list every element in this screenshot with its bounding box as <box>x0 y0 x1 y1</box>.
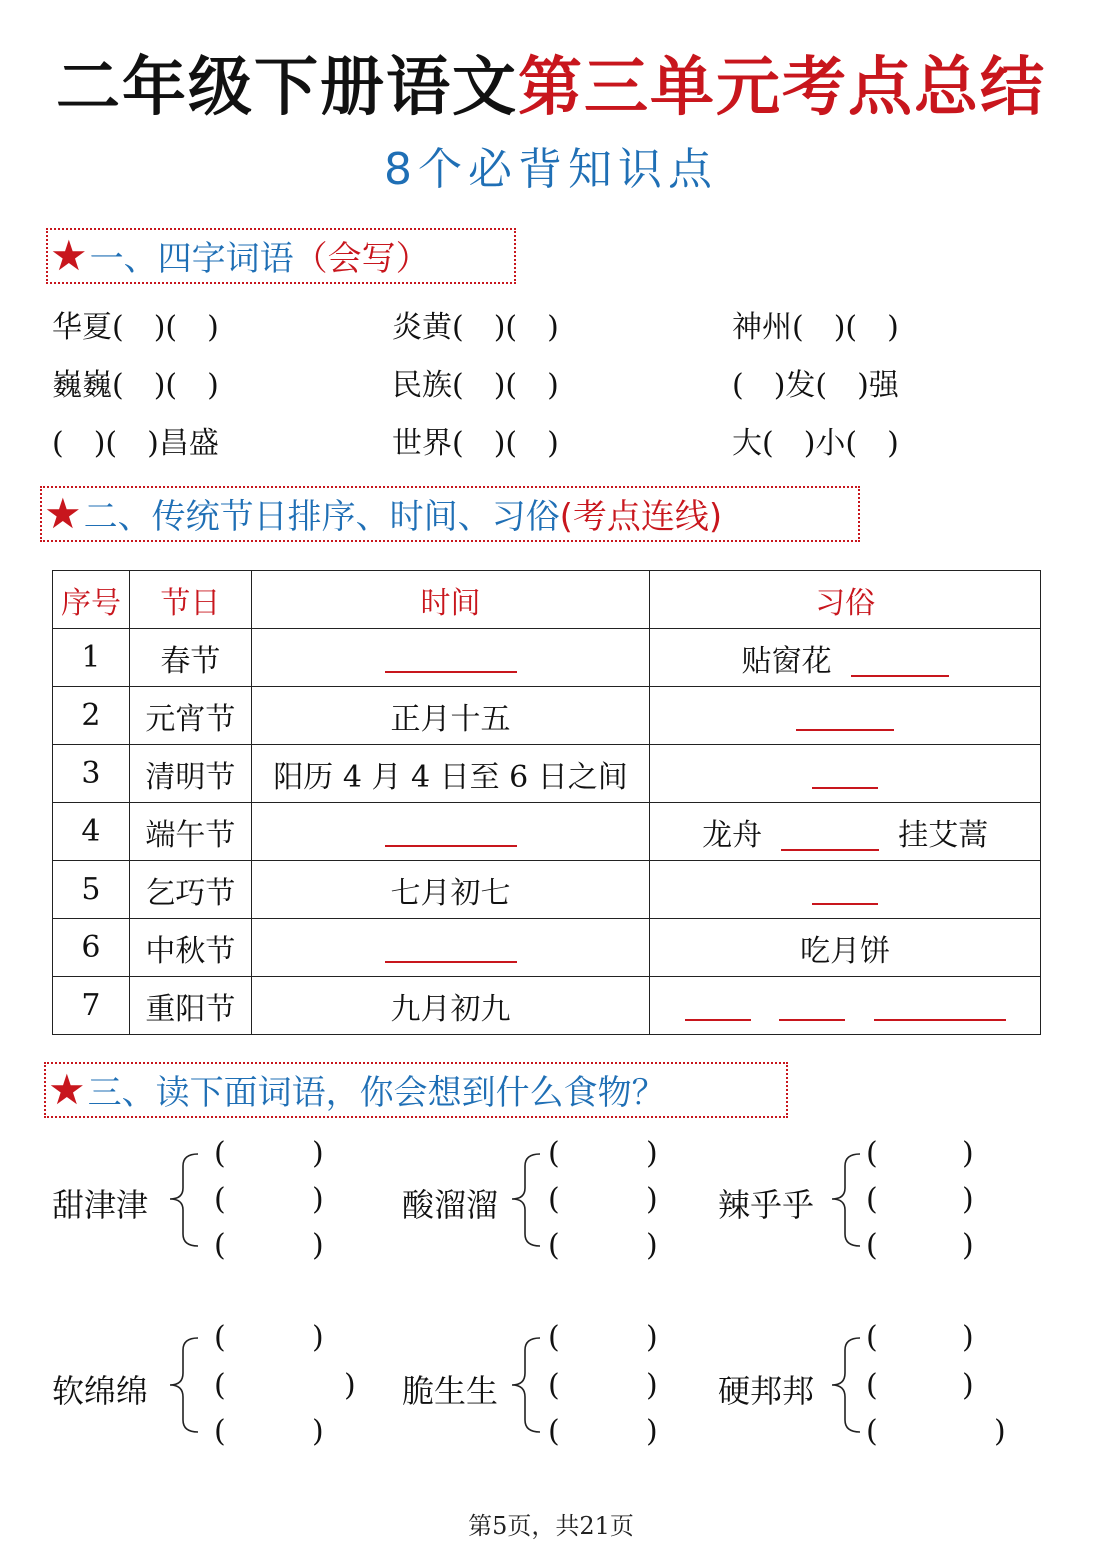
paren-open: ( <box>548 1136 560 1171</box>
brace-icon <box>170 1154 198 1246</box>
paren-open: ( <box>214 1182 226 1217</box>
paren-close: ) <box>962 1368 974 1403</box>
row-festival: 中秋节 <box>129 919 251 977</box>
custom-text: 挂艾蒿 <box>898 817 989 853</box>
page-footer: 第5页，共21页 <box>468 1512 634 1540</box>
brace-icon <box>832 1338 860 1432</box>
row-number: 6 <box>53 919 130 977</box>
paren-close: ) <box>646 1368 658 1403</box>
section-1-title: 一、四字词语 <box>89 239 294 279</box>
section-3-title: 三、读下面词语，你会想到什么食物？ <box>87 1073 666 1113</box>
star-icon: ★ <box>44 489 82 538</box>
custom-text: 贴窗花 <box>741 643 832 679</box>
word-item: 世界( )( ) <box>392 426 559 461</box>
row-number: 3 <box>53 745 130 803</box>
paren-close: ) <box>646 1320 658 1355</box>
star-icon: ★ <box>50 231 88 280</box>
word-item: ( )发( )强 <box>732 368 899 403</box>
paren-open: ( <box>214 1136 226 1171</box>
row-festival: 清明节 <box>129 745 251 803</box>
brace-icon <box>170 1338 198 1432</box>
word-item: 大( )小( ) <box>732 426 899 461</box>
row-festival: 乞巧节 <box>129 861 251 919</box>
paren-open: ( <box>866 1182 878 1217</box>
paren-close: ) <box>962 1136 974 1171</box>
row-festival: 春节 <box>129 629 251 687</box>
paren-close: ) <box>344 1368 356 1403</box>
paren-close: ) <box>962 1228 974 1263</box>
food-word: 脆生生 <box>402 1372 499 1410</box>
row-number: 4 <box>53 803 130 861</box>
paren-close: ) <box>312 1228 324 1263</box>
row-number: 5 <box>53 861 130 919</box>
row-time: 九月初九 <box>251 977 650 1035</box>
row-number: 2 <box>53 687 130 745</box>
paren-close: ) <box>962 1182 974 1217</box>
paren-open: ( <box>548 1368 560 1403</box>
row-time: 阳历 4 月 4 日至 6 日之间 <box>251 745 650 803</box>
paren-open: ( <box>548 1320 560 1355</box>
word-item: 神州( )( ) <box>732 310 899 345</box>
brace-icon <box>832 1154 860 1246</box>
word-item: 民族( )( ) <box>392 368 559 403</box>
paren-close: ) <box>962 1320 974 1355</box>
paren-close: ) <box>646 1414 658 1449</box>
header-custom: 习俗 <box>650 571 1041 629</box>
food-word: 酸溜溜 <box>402 1186 499 1224</box>
paren-open: ( <box>866 1414 878 1449</box>
section-2-title: 二、传统节日排序、时间、习俗 <box>83 497 560 537</box>
row-number: 7 <box>53 977 130 1035</box>
paren-close: ) <box>312 1182 324 1217</box>
row-custom: 吃月饼 <box>650 919 1041 977</box>
paren-open: ( <box>866 1136 878 1171</box>
header-number: 序号 <box>53 571 130 629</box>
food-word: 软绵绵 <box>52 1372 149 1410</box>
paren-open: ( <box>214 1414 226 1449</box>
paren-open: ( <box>866 1228 878 1263</box>
paren-close: ) <box>646 1182 658 1217</box>
row-festival: 重阳节 <box>129 977 251 1035</box>
paren-open: ( <box>866 1368 878 1403</box>
food-word: 辣乎乎 <box>718 1186 815 1224</box>
word-item: 炎黄( )( ) <box>392 310 559 345</box>
title-red: 第三单元考点总结 <box>518 51 1046 125</box>
star-icon: ★ <box>48 1065 86 1114</box>
row-festival: 元宵节 <box>129 687 251 745</box>
header-festival: 节日 <box>129 571 251 629</box>
paren-open: ( <box>214 1228 226 1263</box>
paren-open: ( <box>548 1414 560 1449</box>
paren-open: ( <box>214 1320 226 1355</box>
paren-close: ) <box>646 1228 658 1263</box>
title-black: 二年级下册语文 <box>56 51 518 125</box>
row-time: 正月十五 <box>251 687 650 745</box>
header-time: 时间 <box>251 571 650 629</box>
section-1-note: （会写） <box>293 239 430 279</box>
word-item: 华夏( )( ) <box>52 310 219 345</box>
word-item: 巍巍( )( ) <box>52 368 219 403</box>
row-time: 七月初七 <box>251 861 650 919</box>
paren-close: ) <box>994 1414 1006 1449</box>
brace-icon <box>512 1338 540 1432</box>
brace-icon <box>512 1154 540 1246</box>
food-word: 硬邦邦 <box>718 1372 815 1410</box>
paren-open: ( <box>214 1368 226 1403</box>
food-word: 甜津津 <box>52 1186 149 1224</box>
page-subtitle: 8个必背知识点 <box>384 144 718 195</box>
paren-open: ( <box>548 1182 560 1217</box>
row-festival: 端午节 <box>129 803 251 861</box>
paren-open: ( <box>866 1320 878 1355</box>
paren-close: ) <box>646 1136 658 1171</box>
paren-close: ) <box>312 1414 324 1449</box>
custom-text: 龙舟 <box>702 817 763 853</box>
paren-close: ) <box>312 1136 324 1171</box>
word-item: ( )( )昌盛 <box>52 426 219 461</box>
row-number: 1 <box>53 629 130 687</box>
section-2-note: (考点连线) <box>559 497 723 537</box>
paren-close: ) <box>312 1320 324 1355</box>
paren-open: ( <box>548 1228 560 1263</box>
